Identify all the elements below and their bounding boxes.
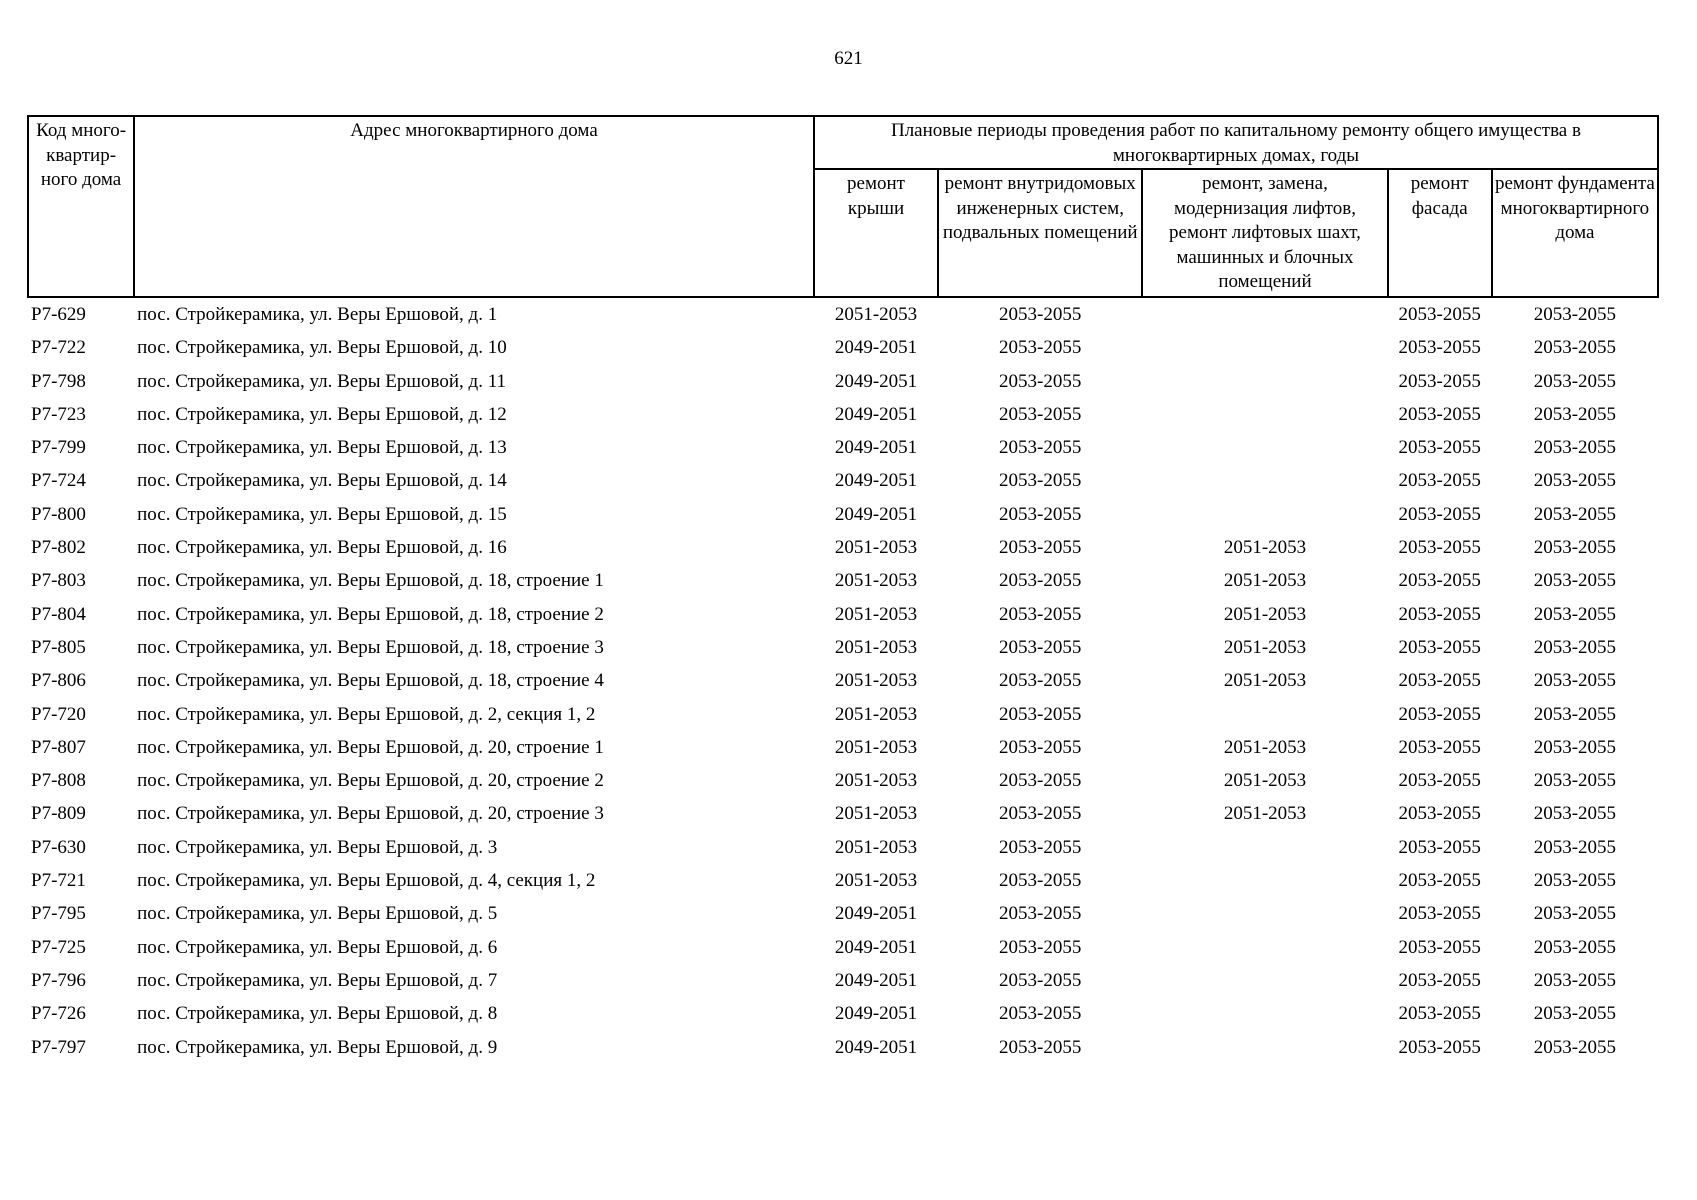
- cell-code: Р7-800: [31, 503, 86, 525]
- cell-facade: 2053-2055: [1398, 636, 1481, 658]
- table-row: [28, 531, 1658, 564]
- cell-lifts: [1142, 864, 1387, 897]
- cell-lifts: [1142, 997, 1387, 1030]
- cell-lifts: [1142, 1031, 1387, 1064]
- cell-facade: 2053-2055: [1398, 736, 1481, 758]
- cell-address: пос. Стройкерамика, ул. Веры Ершовой, д. 5: [137, 903, 498, 925]
- cell-lifts: [1142, 331, 1387, 364]
- cell-code: Р7-807: [31, 736, 86, 758]
- cell-facade: 2053-2055: [1398, 337, 1481, 359]
- table-row: [28, 964, 1658, 997]
- cell-code: Р7-809: [31, 803, 86, 825]
- cell-address: пос. Стройкерамика, ул. Веры Ершовой, д. 18, строение 2: [137, 603, 604, 625]
- cell-lifts: [1142, 897, 1387, 930]
- cell-foundation: 2053-2055: [1533, 370, 1617, 392]
- cell-address: пос. Стройкерамика, ул. Веры Ершовой, д. 4, секция 1, 2: [137, 870, 596, 892]
- cell-facade: 2053-2055: [1398, 870, 1481, 892]
- cell-engineering: 2053-2055: [999, 570, 1082, 592]
- table-row: [28, 297, 1658, 331]
- cell-code: Р7-799: [31, 437, 86, 459]
- cell-engineering: 2053-2055: [999, 337, 1082, 359]
- cell-engineering: 2053-2055: [999, 1003, 1082, 1025]
- header-lifts: ремонт, замена, модернизация лифтов, ремонт лифтовых шахт, машинных и блочных помещений: [1142, 169, 1387, 297]
- cell-facade: 2053-2055: [1398, 503, 1481, 525]
- table-row: [28, 764, 1658, 797]
- cell-facade: 2053-2055: [1398, 936, 1481, 958]
- cell-facade: 2053-2055: [1398, 969, 1481, 991]
- cell-engineering: 2053-2055: [999, 836, 1082, 858]
- cell-roof: 2051-2053: [834, 770, 918, 792]
- cell-address: пос. Стройкерамика, ул. Веры Ершовой, д. 9: [137, 1036, 498, 1058]
- cell-address: пос. Стройкерамика, ул. Веры Ершовой, д. 12: [137, 403, 507, 425]
- table-row: [28, 631, 1658, 664]
- cell-foundation: 2053-2055: [1533, 969, 1617, 991]
- cell-code: Р7-721: [31, 870, 86, 892]
- cell-code: Р7-726: [31, 1003, 86, 1025]
- cell-facade: 2053-2055: [1398, 903, 1481, 925]
- cell-code: Р7-723: [31, 403, 86, 425]
- cell-roof: 2049-2051: [834, 503, 918, 525]
- cell-engineering: 2053-2055: [999, 304, 1082, 325]
- cell-address: пос. Стройкерамика, ул. Веры Ершовой, д. 11: [137, 370, 506, 392]
- cell-lifts: 2051-2053: [1223, 736, 1307, 758]
- cell-foundation: 2053-2055: [1533, 437, 1617, 459]
- repair-plan-table: [27, 115, 1659, 1064]
- cell-foundation: 2053-2055: [1533, 503, 1617, 525]
- cell-facade: 2053-2055: [1398, 470, 1481, 492]
- table-row: [28, 664, 1658, 697]
- cell-address: пос. Стройкерамика, ул. Веры Ершовой, д. 14: [137, 470, 507, 492]
- cell-facade: 2053-2055: [1398, 1003, 1481, 1025]
- cell-code: Р7-722: [31, 337, 86, 359]
- cell-address: пос. Стройкерамика, ул. Веры Ершовой, д. 20, строение 1: [137, 736, 604, 758]
- cell-lifts: [1142, 365, 1387, 398]
- table-row: [28, 864, 1658, 897]
- cell-address: пос. Стройкерамика, ул. Веры Ершовой, д. 2, секция 1, 2: [137, 703, 596, 725]
- cell-foundation: 2053-2055: [1533, 870, 1617, 892]
- table-row: [28, 1031, 1658, 1064]
- cell-lifts: [1142, 498, 1387, 531]
- table-row: [28, 331, 1658, 364]
- cell-code: Р7-796: [31, 969, 86, 991]
- cell-lifts: 2051-2053: [1223, 537, 1307, 559]
- cell-facade: 2053-2055: [1398, 403, 1481, 425]
- table-row: [28, 564, 1658, 597]
- cell-engineering: 2053-2055: [999, 537, 1082, 559]
- cell-roof: 2051-2053: [834, 304, 918, 325]
- cell-lifts: [1142, 431, 1387, 464]
- cell-code: Р7-797: [31, 1036, 86, 1058]
- cell-foundation: 2053-2055: [1533, 703, 1617, 725]
- cell-engineering: 2053-2055: [999, 703, 1082, 725]
- header-address: Адрес многоквартирного дома: [134, 116, 814, 297]
- cell-code: Р7-795: [31, 903, 86, 925]
- cell-engineering: 2053-2055: [999, 636, 1082, 658]
- cell-roof: 2051-2053: [834, 870, 918, 892]
- header-facade: ремонт фасада: [1388, 169, 1492, 297]
- cell-roof: 2049-2051: [834, 936, 918, 958]
- cell-roof: 2049-2051: [834, 370, 918, 392]
- cell-lifts: [1142, 964, 1387, 997]
- cell-roof: 2051-2053: [834, 736, 918, 758]
- cell-roof: 2049-2051: [834, 903, 918, 925]
- cell-address: пос. Стройкерамика, ул. Веры Ершовой, д. 18, строение 1: [137, 570, 604, 592]
- cell-roof: 2051-2053: [834, 670, 918, 692]
- cell-foundation: 2053-2055: [1533, 570, 1617, 592]
- cell-roof: 2049-2051: [834, 437, 918, 459]
- cell-facade: 2053-2055: [1398, 570, 1481, 592]
- table-row: [28, 831, 1658, 864]
- cell-facade: 2053-2055: [1398, 370, 1481, 392]
- cell-code: Р7-630: [31, 836, 86, 858]
- cell-foundation: 2053-2055: [1533, 1036, 1617, 1058]
- cell-code: Р7-725: [31, 936, 86, 958]
- header-code: Код много-квартир-ного дома: [28, 116, 134, 297]
- table-body: [28, 297, 1658, 1064]
- cell-lifts: [1142, 698, 1387, 731]
- cell-engineering: 2053-2055: [999, 870, 1082, 892]
- table-row: [28, 498, 1658, 531]
- cell-code: Р7-724: [31, 470, 86, 492]
- cell-engineering: 2053-2055: [999, 437, 1082, 459]
- cell-roof: 2049-2051: [834, 470, 918, 492]
- table-row: [28, 731, 1658, 764]
- cell-engineering: 2053-2055: [999, 503, 1082, 525]
- cell-lifts: [1142, 297, 1387, 331]
- cell-roof: 2049-2051: [834, 1036, 918, 1058]
- cell-address: пос. Стройкерамика, ул. Веры Ершовой, д. 18, строение 3: [137, 636, 604, 658]
- table-row: [28, 797, 1658, 830]
- cell-roof: 2051-2053: [834, 636, 918, 658]
- cell-code: Р7-803: [31, 570, 86, 592]
- cell-foundation: 2053-2055: [1533, 836, 1617, 858]
- cell-roof: 2049-2051: [834, 337, 918, 359]
- cell-foundation: 2053-2055: [1533, 337, 1617, 359]
- header-roof: ремонт крыши: [814, 169, 938, 297]
- cell-facade: 2053-2055: [1398, 1036, 1481, 1058]
- cell-facade: 2053-2055: [1398, 803, 1481, 825]
- cell-foundation: 2053-2055: [1533, 636, 1617, 658]
- table-row: [28, 398, 1658, 431]
- cell-foundation: 2053-2055: [1533, 470, 1617, 492]
- cell-roof: 2051-2053: [834, 603, 918, 625]
- cell-foundation: 2053-2055: [1533, 903, 1617, 925]
- cell-lifts: 2051-2053: [1223, 803, 1307, 825]
- cell-roof: 2051-2053: [834, 537, 918, 559]
- cell-address: пос. Стройкерамика, ул. Веры Ершовой, д. 16: [137, 537, 507, 559]
- cell-lifts: 2051-2053: [1223, 770, 1307, 792]
- cell-lifts: 2051-2053: [1223, 570, 1307, 592]
- cell-foundation: 2053-2055: [1533, 670, 1617, 692]
- cell-engineering: 2053-2055: [999, 736, 1082, 758]
- cell-foundation: 2053-2055: [1533, 936, 1617, 958]
- cell-lifts: [1142, 398, 1387, 431]
- cell-engineering: 2053-2055: [999, 1036, 1082, 1058]
- table-header: [28, 116, 1658, 297]
- cell-roof: 2049-2051: [834, 1003, 918, 1025]
- cell-address: пос. Стройкерамика, ул. Веры Ершовой, д. 13: [137, 437, 507, 459]
- cell-address: пос. Стройкерамика, ул. Веры Ершовой, д. 3: [137, 836, 498, 858]
- cell-roof: 2051-2053: [834, 703, 918, 725]
- cell-facade: 2053-2055: [1398, 437, 1481, 459]
- cell-engineering: 2053-2055: [999, 403, 1082, 425]
- cell-foundation: 2053-2055: [1533, 770, 1617, 792]
- table-row: [28, 431, 1658, 464]
- cell-code: Р7-806: [31, 670, 86, 692]
- cell-code: Р7-804: [31, 603, 86, 625]
- cell-address: пос. Стройкерамика, ул. Веры Ершовой, д. 1: [137, 304, 498, 325]
- cell-foundation: 2053-2055: [1533, 736, 1617, 758]
- cell-lifts: [1142, 831, 1387, 864]
- header-periods: Плановые периоды проведения работ по капитальному ремонту общего имущества в многоквартирных домах, годы: [814, 116, 1658, 169]
- cell-engineering: 2053-2055: [999, 903, 1082, 925]
- cell-foundation: 2053-2055: [1533, 537, 1617, 559]
- cell-code: Р7-798: [31, 370, 86, 392]
- table-row: [28, 897, 1658, 930]
- cell-engineering: 2053-2055: [999, 470, 1082, 492]
- table-row: [28, 931, 1658, 964]
- cell-address: пос. Стройкерамика, ул. Веры Ершовой, д. 15: [137, 503, 507, 525]
- cell-facade: 2053-2055: [1398, 304, 1481, 325]
- table-row: [28, 698, 1658, 731]
- cell-foundation: 2053-2055: [1533, 803, 1617, 825]
- cell-roof: 2051-2053: [834, 570, 918, 592]
- cell-facade: 2053-2055: [1398, 836, 1481, 858]
- cell-code: Р7-720: [31, 703, 86, 725]
- cell-foundation: 2053-2055: [1533, 304, 1617, 325]
- cell-lifts: 2051-2053: [1223, 670, 1307, 692]
- cell-lifts: [1142, 464, 1387, 497]
- table-row: [28, 598, 1658, 631]
- table-row: [28, 365, 1658, 398]
- cell-code: Р7-808: [31, 770, 86, 792]
- cell-code: Р7-805: [31, 636, 86, 658]
- cell-foundation: 2053-2055: [1533, 403, 1617, 425]
- cell-roof: 2049-2051: [834, 403, 918, 425]
- cell-facade: 2053-2055: [1398, 770, 1481, 792]
- cell-lifts: [1142, 931, 1387, 964]
- table-row: [28, 464, 1658, 497]
- cell-address: пос. Стройкерамика, ул. Веры Ершовой, д. 6: [137, 936, 498, 958]
- cell-roof: 2049-2051: [834, 969, 918, 991]
- cell-lifts: 2051-2053: [1223, 603, 1307, 625]
- cell-facade: 2053-2055: [1398, 670, 1481, 692]
- cell-engineering: 2053-2055: [999, 770, 1082, 792]
- cell-engineering: 2053-2055: [999, 370, 1082, 392]
- table-row: [28, 997, 1658, 1030]
- cell-engineering: 2053-2055: [999, 803, 1082, 825]
- cell-facade: 2053-2055: [1398, 703, 1481, 725]
- cell-lifts: 2051-2053: [1223, 636, 1307, 658]
- cell-address: пос. Стройкерамика, ул. Веры Ершовой, д. 20, строение 3: [137, 803, 604, 825]
- cell-code: Р7-629: [31, 304, 86, 325]
- cell-address: пос. Стройкерамика, ул. Веры Ершовой, д. 7: [137, 969, 498, 991]
- cell-facade: 2053-2055: [1398, 603, 1481, 625]
- header-foundation: ремонт фундамента многоквартирного дома: [1492, 169, 1658, 297]
- cell-engineering: 2053-2055: [999, 936, 1082, 958]
- cell-address: пос. Стройкерамика, ул. Веры Ершовой, д. 8: [137, 1003, 498, 1025]
- page-number: 621: [834, 48, 863, 69]
- cell-engineering: 2053-2055: [999, 969, 1082, 991]
- cell-engineering: 2053-2055: [999, 603, 1082, 625]
- cell-address: пос. Стройкерамика, ул. Веры Ершовой, д. 20, строение 2: [137, 770, 604, 792]
- cell-engineering: 2053-2055: [999, 670, 1082, 692]
- cell-foundation: 2053-2055: [1533, 1003, 1617, 1025]
- cell-foundation: 2053-2055: [1533, 603, 1617, 625]
- cell-facade: 2053-2055: [1398, 537, 1481, 559]
- cell-roof: 2051-2053: [834, 836, 918, 858]
- cell-address: пос. Стройкерамика, ул. Веры Ершовой, д. 10: [137, 337, 507, 359]
- cell-code: Р7-802: [31, 537, 86, 559]
- cell-roof: 2051-2053: [834, 803, 918, 825]
- header-engineering: ремонт внутридомовых инженерных систем, подвальных помещений: [938, 169, 1142, 297]
- cell-address: пос. Стройкерамика, ул. Веры Ершовой, д. 18, строение 4: [137, 670, 604, 692]
